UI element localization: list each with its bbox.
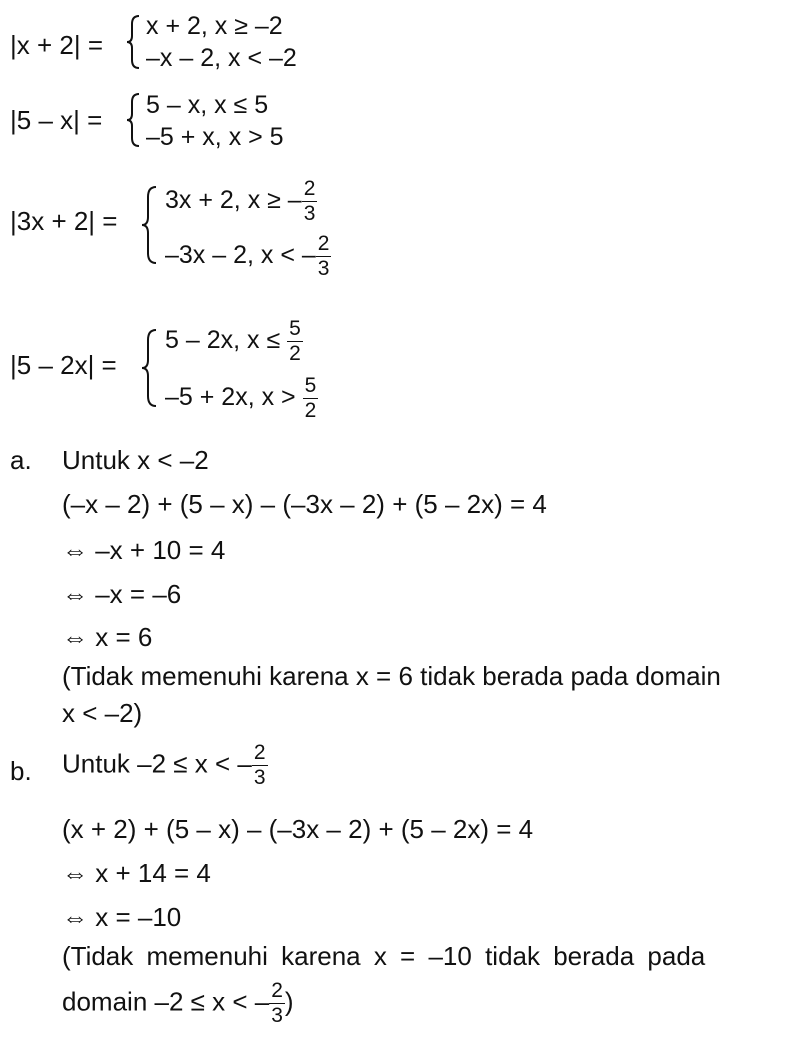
part-a-note-line-2: x < –2) — [62, 698, 143, 728]
curly-brace-icon — [140, 328, 158, 408]
part-a-marker: a. — [10, 445, 32, 475]
abs-def-4-lhs: |5 – 2x| = — [10, 350, 117, 380]
fraction-numerator: 2 — [303, 177, 316, 200]
abs-def-2-case-2: –5 + x, x > 5 — [146, 123, 284, 151]
part-a-line-3: ⇔ –x = –6 — [62, 579, 182, 609]
fraction — [316, 233, 332, 280]
case-text: –5 + 2x, x > — [165, 383, 303, 412]
fraction-denominator: 3 — [253, 766, 266, 789]
abs-def-3-case-1 — [165, 178, 317, 225]
fraction-numerator: 2 — [317, 232, 330, 255]
abs-def-1-lhs: |x + 2| = — [10, 30, 104, 60]
case-text: 3x + 2, x ≥ – — [165, 186, 302, 215]
closing-paren: ) — [284, 986, 294, 1017]
fraction — [252, 742, 268, 789]
fraction-numerator: 5 — [289, 317, 301, 340]
fraction-denominator: 2 — [304, 399, 317, 422]
case-text: 5 – 2x, x ≤ — [165, 326, 288, 355]
fraction-numerator: 2 — [253, 741, 266, 764]
abs-def-1-case-2: –x – 2, x < –2 — [146, 44, 297, 72]
part-b-note-line-2 — [62, 980, 294, 1027]
part-b-line-2: ⇔ x + 14 = 4 — [62, 858, 211, 888]
curly-brace-icon — [125, 14, 141, 70]
part-b-heading-text: Untuk –2 ≤ x < – — [62, 748, 252, 779]
part-b-note-text: domain –2 ≤ x < – — [62, 986, 270, 1017]
part-b-line-3: ⇔ x = –10 — [62, 902, 182, 932]
part-b-note-line-1: (Tidak memenuhi karena x = –10 tidak berada pada — [62, 941, 706, 971]
part-a-heading: Untuk x < –2 — [62, 445, 209, 475]
abs-def-3-lhs: |3x + 2| = — [10, 206, 118, 236]
part-a-note-line-1: (Tidak memenuhi karena x = 6 tidak berada pada domain — [62, 661, 721, 691]
part-b-marker: b. — [10, 756, 32, 786]
fraction — [287, 318, 303, 365]
curly-brace-icon — [140, 185, 158, 265]
curly-brace-icon — [125, 92, 141, 148]
abs-def-1-case-1: x + 2, x ≥ –2 — [146, 12, 283, 40]
fraction — [303, 375, 319, 422]
fraction-denominator: 3 — [271, 1004, 283, 1027]
fraction-denominator: 3 — [303, 202, 316, 225]
abs-def-4-case-2 — [165, 375, 318, 422]
abs-def-3-case-2 — [165, 233, 331, 280]
fraction-denominator: 2 — [289, 342, 301, 365]
fraction-denominator: 3 — [317, 257, 330, 280]
part-b-heading — [62, 742, 268, 789]
case-text: –3x – 2, x < – — [165, 241, 316, 270]
part-a-line-1: (–x – 2) + (5 – x) – (–3x – 2) + (5 – 2x) = 4 — [62, 489, 547, 519]
fraction — [269, 980, 285, 1027]
part-a-line-4: ⇔ x = 6 — [62, 622, 153, 652]
fraction — [302, 178, 318, 225]
abs-def-2-case-1: 5 – x, x ≤ 5 — [146, 91, 269, 119]
abs-def-4-case-1 — [165, 318, 303, 365]
fraction-numerator: 5 — [304, 374, 317, 397]
part-b-line-1: (x + 2) + (5 – x) – (–3x – 2) + (5 – 2x) = 4 — [62, 814, 534, 844]
abs-def-2-lhs: |5 – x| = — [10, 105, 103, 135]
fraction-numerator: 2 — [271, 979, 283, 1002]
part-a-line-2: ⇔ –x + 10 = 4 — [62, 535, 226, 565]
